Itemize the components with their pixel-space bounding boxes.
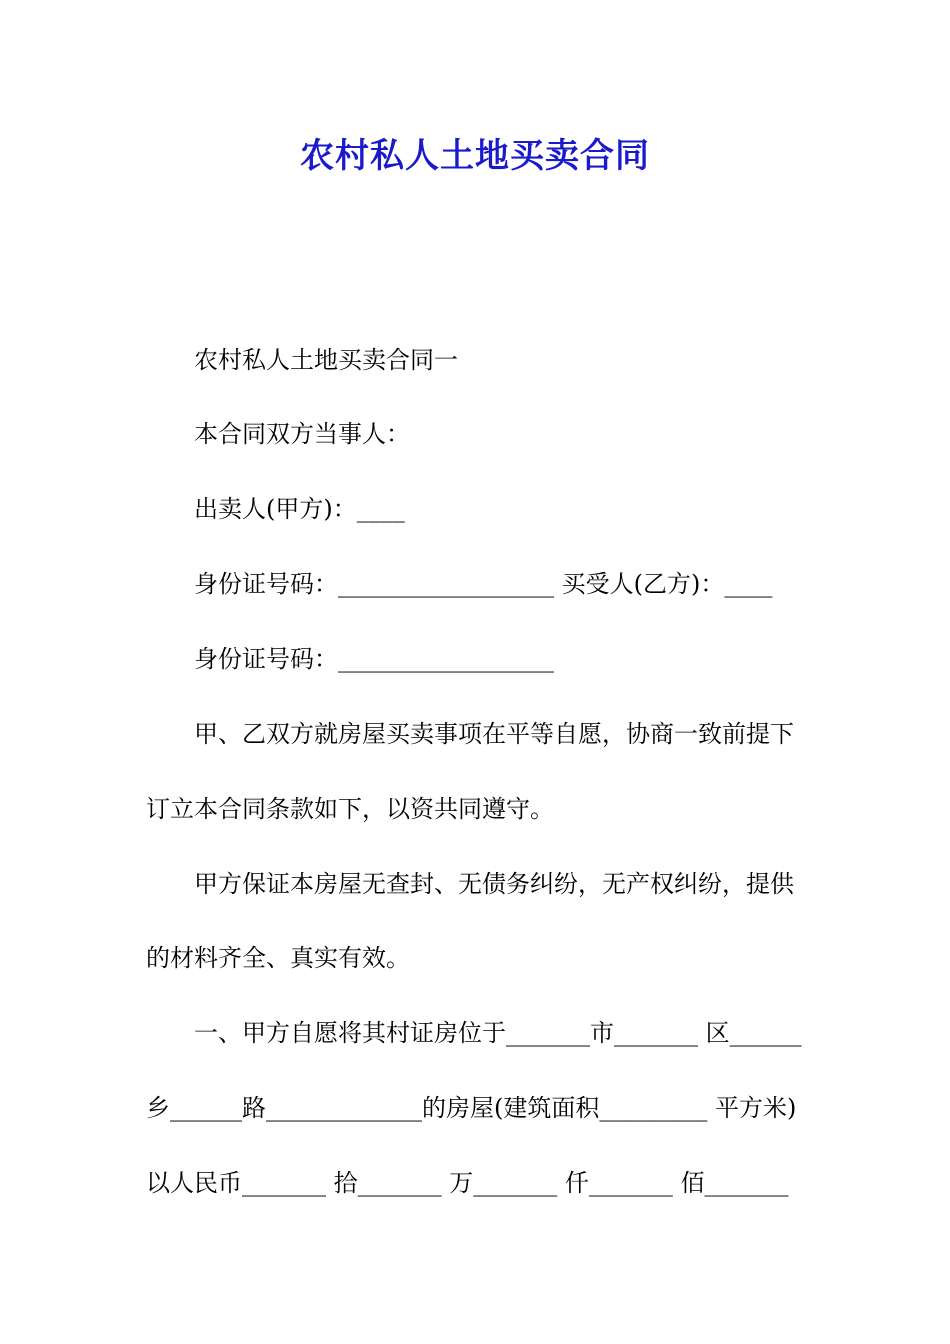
parties-heading: 本合同双方当事人： bbox=[194, 420, 410, 448]
paragraph-intro-line-2: 订立本合同条款如下，以资共同遵守。 bbox=[146, 795, 554, 823]
paragraph-guarantee-line-1: 甲方保证本房屋无查封、无债务纠纷，无产权纠纷，提供 bbox=[194, 870, 794, 898]
clause-one-line-3: 以人民币_______ 拾_______ 万_______ 仟_______ 佰_______ bbox=[146, 1169, 789, 1197]
paragraph-guarantee-line-2: 的材料齐全、真实有效。 bbox=[146, 944, 410, 972]
buyer-id-line: 身份证号码：__________________ bbox=[194, 645, 554, 673]
clause-one-line-2: 乡______路_____________的房屋(建筑面积_________ 平方米) bbox=[146, 1094, 797, 1122]
contract-subtitle: 农村私人土地买卖合同一 bbox=[194, 346, 458, 374]
clause-one-line-1: 一、甲方自愿将其村证房位于_______市_______ 区______ bbox=[194, 1019, 802, 1047]
seller-id-buyer-line: 身份证号码：__________________ 买受人(乙方)：____ bbox=[194, 570, 773, 598]
seller-line: 出卖人(甲方)：____ bbox=[194, 495, 405, 523]
paragraph-intro-line-1: 甲、乙双方就房屋买卖事项在平等自愿，协商一致前提下 bbox=[194, 720, 794, 748]
document-title: 农村私人土地买卖合同 bbox=[300, 136, 650, 176]
